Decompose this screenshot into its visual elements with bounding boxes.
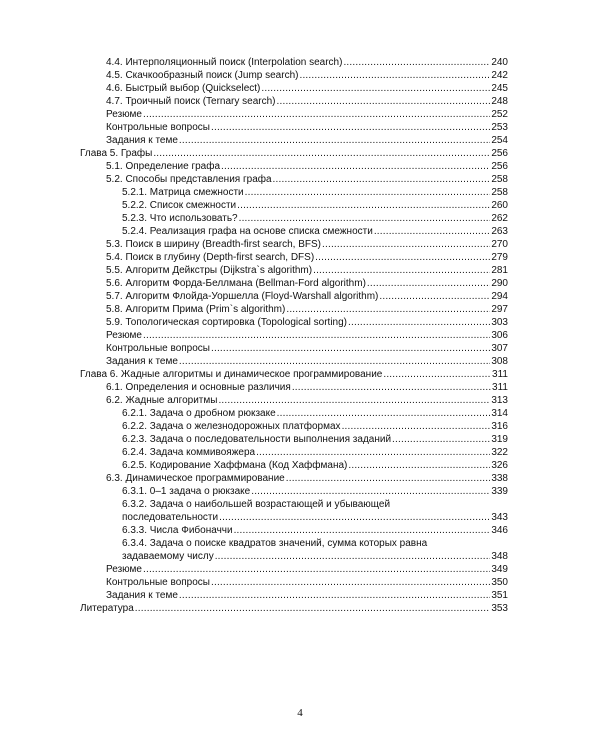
leader-dots <box>277 95 491 108</box>
toc-entry-label: 6.2.1. Задача о дробном рюкзаке <box>122 408 276 419</box>
leader-dots <box>322 238 490 251</box>
toc-subentry-multiline[interactable] <box>122 537 508 550</box>
leader-dots <box>215 550 491 563</box>
toc-entry[interactable] <box>106 121 508 134</box>
toc-entry-label: 5.2.2. Список смежности <box>122 200 237 211</box>
toc-entry-page: 240 <box>491 57 508 68</box>
toc-entry[interactable] <box>106 264 508 277</box>
toc-entry[interactable] <box>106 160 508 173</box>
toc-entry-label: Глава 5. Графы <box>80 148 153 159</box>
toc-chapter-entry[interactable] <box>80 147 508 160</box>
toc-entry-page: 270 <box>491 239 508 250</box>
toc-entry-label: 6.3.1. 0–1 задача о рюкзаке <box>122 486 251 497</box>
toc-entry[interactable] <box>106 277 508 290</box>
toc-subentry[interactable] <box>122 407 508 420</box>
toc-entry-page: 307 <box>491 343 508 354</box>
toc-entry-page: 258 <box>491 174 508 185</box>
leader-dots <box>348 316 490 329</box>
leader-dots <box>211 342 490 355</box>
toc-entry-page: 279 <box>491 252 508 263</box>
toc-entry-label-line: задаваемому числу <box>122 551 214 562</box>
toc-subentry-multiline[interactable] <box>122 498 508 511</box>
leader-dots <box>261 82 490 95</box>
toc-entry[interactable] <box>106 95 508 108</box>
toc-entry-page: 311 <box>492 369 508 380</box>
leader-dots <box>313 264 490 277</box>
toc-entry-page: 303 <box>491 317 508 328</box>
leader-dots <box>218 394 490 407</box>
toc-entry-label: 6.2. Жадные алгоритмы <box>106 395 218 406</box>
toc-entry-page: 297 <box>491 304 508 315</box>
toc-entry[interactable] <box>106 56 508 69</box>
toc-entry-page: 281 <box>491 265 508 276</box>
leader-dots <box>179 355 490 368</box>
toc-entry-label: 6.2.5. Кодирование Хаффмана (Код Хаффмана) <box>122 460 348 471</box>
toc-entry-label: 5.6. Алгоритм Форда-Беллмана (Bellman-Ford algorithm) <box>106 278 366 289</box>
toc-entry-label: Задания к теме <box>106 356 178 367</box>
toc-entry-label: 4.6. Быстрый выбор (Quickselect) <box>106 83 261 94</box>
leader-dots <box>135 602 491 615</box>
toc-entry-page: 311 <box>492 382 508 393</box>
toc-entry-label: 5.1. Определение графа <box>106 161 221 172</box>
leader-dots <box>153 147 490 160</box>
toc-entry[interactable] <box>106 134 508 147</box>
toc-chapter-entry[interactable] <box>80 602 508 615</box>
toc-entry-page: 314 <box>491 408 508 419</box>
toc-entry-label: Резюме <box>106 330 142 341</box>
toc-entry-page: 260 <box>491 200 508 211</box>
toc-subentry[interactable] <box>122 485 508 498</box>
toc-subentry-continuation[interactable] <box>122 550 508 563</box>
toc-entry[interactable] <box>106 173 508 186</box>
toc-entry[interactable] <box>106 342 508 355</box>
toc-entry-page: 253 <box>491 122 508 133</box>
toc-subentry[interactable] <box>122 459 508 472</box>
toc-subentry[interactable] <box>122 199 508 212</box>
toc-entry-label: 5.2.3. Что использовать? <box>122 213 238 224</box>
toc-entry-label: 5.2. Способы представления графа <box>106 174 272 185</box>
toc-entry[interactable] <box>106 316 508 329</box>
leader-dots <box>379 290 490 303</box>
leader-dots <box>179 589 490 602</box>
toc-entry[interactable] <box>106 472 508 485</box>
toc-entry-page: 348 <box>491 551 508 562</box>
toc-entry-page: 343 <box>491 512 508 523</box>
leader-dots <box>299 69 490 82</box>
leader-dots <box>273 173 491 186</box>
toc-entry-page: 349 <box>491 564 508 575</box>
leader-dots <box>143 563 490 576</box>
toc-entry-page: 256 <box>491 148 508 159</box>
leader-dots <box>392 433 490 446</box>
leader-dots <box>143 108 490 121</box>
toc-entry-page: 254 <box>491 135 508 146</box>
toc-entry-label: Контрольные вопросы <box>106 343 210 354</box>
toc-entry-page: 258 <box>491 187 508 198</box>
toc-entry-page: 245 <box>491 83 508 94</box>
toc-entry-label: Контрольные вопросы <box>106 122 210 133</box>
toc-entry-page: 339 <box>491 486 508 497</box>
toc-entry[interactable] <box>106 563 508 576</box>
toc-subentry[interactable] <box>122 524 508 537</box>
leader-dots <box>383 368 491 381</box>
toc-entry-page: 316 <box>491 421 508 432</box>
toc-entry-label: 5.2.1. Матрица смежности <box>122 187 244 198</box>
toc-entry[interactable] <box>106 355 508 368</box>
toc-entry-label: 4.4. Интерполяционный поиск (Interpolation search) <box>106 57 343 68</box>
page-number: 4 <box>297 707 303 719</box>
toc-entry[interactable] <box>106 108 508 121</box>
toc-entry-page: 351 <box>491 590 508 601</box>
toc-subentry[interactable] <box>122 225 508 238</box>
toc-entry-label: Литература <box>80 603 134 614</box>
toc-subentry-continuation[interactable] <box>122 511 508 524</box>
toc-entry-label: 6.2.3. Задача о последовательности выполнения заданий <box>122 434 392 445</box>
toc-entry-label: 4.5. Скачкообразный поиск (Jump search) <box>106 70 299 81</box>
leader-dots <box>342 420 491 433</box>
toc-subentry[interactable] <box>122 212 508 225</box>
toc-chapter-entry[interactable] <box>80 368 508 381</box>
toc-entry-page: 262 <box>491 213 508 224</box>
toc-entry-page: 252 <box>491 109 508 120</box>
toc-entry[interactable] <box>106 381 508 394</box>
toc-entry-page: 353 <box>491 603 508 614</box>
toc-subentry[interactable] <box>122 433 508 446</box>
toc-entry-label: 5.7. Алгоритм Флойда-Уоршелла (Floyd-Warshall algorithm) <box>106 291 379 302</box>
toc-entry-label: 6.3. Динамическое программирование <box>106 473 285 484</box>
leader-dots <box>179 134 490 147</box>
toc-entry-label: 5.8. Алгоритм Прима (Prim`s algorithm) <box>106 304 286 315</box>
leader-dots <box>367 277 490 290</box>
toc-entry-label: Задания к теме <box>106 590 178 601</box>
leader-dots <box>221 160 490 173</box>
leader-dots <box>211 121 490 134</box>
leader-dots <box>286 303 490 316</box>
toc-entry-label: Резюме <box>106 564 142 575</box>
leader-dots <box>348 459 490 472</box>
toc-entry-page: 256 <box>491 161 508 172</box>
toc-entry[interactable] <box>106 82 508 95</box>
toc-entry[interactable] <box>106 238 508 251</box>
leader-dots <box>315 251 490 264</box>
leader-dots <box>286 472 491 485</box>
toc-entry-label: Задания к теме <box>106 135 178 146</box>
leader-dots <box>374 225 491 238</box>
toc-entry-page: 326 <box>491 460 508 471</box>
toc-subentry[interactable] <box>122 420 508 433</box>
toc-entry-label: 5.5. Алгоритм Дейкстры (Dijkstra`s algorithm) <box>106 265 313 276</box>
toc-entry-page: 263 <box>491 226 508 237</box>
toc-entry-label: Глава 6. Жадные алгоритмы и динамическое программирование <box>80 369 383 380</box>
toc-entry[interactable] <box>106 69 508 82</box>
toc-entry[interactable] <box>106 251 508 264</box>
leader-dots <box>256 446 490 459</box>
toc-entry-label: 5.9. Топологическая сортировка (Topological sorting) <box>106 317 348 328</box>
leader-dots <box>277 407 491 420</box>
toc-entry-page: 319 <box>491 434 508 445</box>
toc-entry-label: 5.4. Поиск в глубину (Depth-first search, DFS) <box>106 252 315 263</box>
leader-dots <box>237 199 490 212</box>
toc-entry[interactable] <box>106 576 508 589</box>
toc-entry-label: 6.2.2. Задача о железнодорожных платформах <box>122 421 341 432</box>
toc-entry[interactable] <box>106 290 508 303</box>
toc-entry-label: 5.2.4. Реализация графа на основе списка смежности <box>122 226 373 237</box>
toc-entry-page: 290 <box>491 278 508 289</box>
toc-entry-page: 346 <box>491 525 508 536</box>
leader-dots <box>251 485 490 498</box>
toc-entry-label: 6.1. Определения и основные различия <box>106 382 291 393</box>
leader-dots <box>143 329 490 342</box>
toc-entry-page: 294 <box>491 291 508 302</box>
toc-entry-page: 248 <box>491 96 508 107</box>
leader-dots <box>211 576 490 589</box>
toc-entry[interactable] <box>106 394 508 407</box>
toc-subentry[interactable] <box>122 186 508 199</box>
toc-entry-page: 242 <box>491 70 508 81</box>
toc-entry[interactable] <box>106 329 508 342</box>
leader-dots <box>219 511 490 524</box>
toc-entry-label: Резюме <box>106 109 142 120</box>
leader-dots <box>292 381 491 394</box>
toc-entry-label: 6.2.4. Задача коммивояжера <box>122 447 256 458</box>
toc-entry-label: 4.7. Троичный поиск (Ternary search) <box>106 96 276 107</box>
toc-entry[interactable] <box>106 303 508 316</box>
toc-entry-label: 6.3.3. Числа Фибоначчи <box>122 525 233 536</box>
leader-dots <box>343 56 490 69</box>
toc-entry-label: Контрольные вопросы <box>106 577 210 588</box>
toc-entry-page: 350 <box>491 577 508 588</box>
toc-entry-page: 313 <box>491 395 508 406</box>
toc-entry-page: 306 <box>491 330 508 341</box>
toc-entry-label-line: 6.3.2. Задача о наибольшей возрастающей и убывающей <box>122 499 391 510</box>
toc-entry-page: 338 <box>491 473 508 484</box>
toc-entry[interactable] <box>106 589 508 602</box>
toc-entry-page: 308 <box>491 356 508 367</box>
leader-dots <box>245 186 491 199</box>
toc-entry-label-line: 6.3.4. Задача о поиске квадратов значений, сумма которых равна <box>122 538 428 549</box>
toc-subentry[interactable] <box>122 446 508 459</box>
leader-dots <box>239 212 491 225</box>
leader-dots <box>234 524 491 537</box>
toc-entry-label: 5.3. Поиск в ширину (Breadth-first search, BFS) <box>106 239 322 250</box>
toc-entry-label-line: последовательности <box>122 512 219 523</box>
toc-entry-page: 322 <box>491 447 508 458</box>
